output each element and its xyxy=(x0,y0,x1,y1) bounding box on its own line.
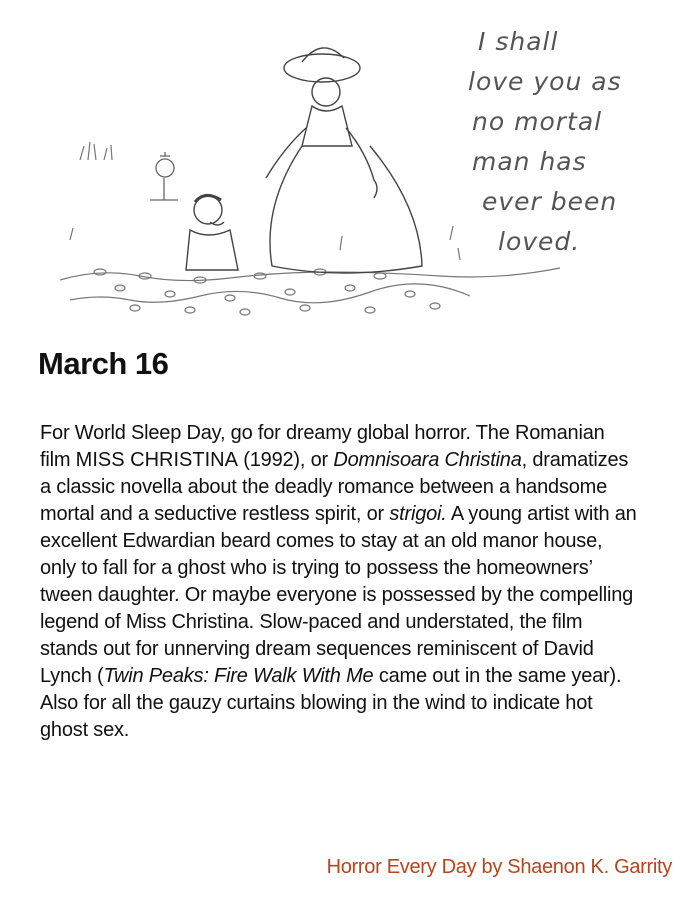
caption-line: man has xyxy=(472,147,587,176)
caption-line: no mortal xyxy=(472,107,603,136)
credit-line: Horror Every Day by Shaenon K. Garrity xyxy=(326,856,672,878)
caption-line: ever been xyxy=(482,187,618,216)
review-body xyxy=(40,420,640,744)
lantern xyxy=(150,152,178,200)
review-text: , dramatizes a classic novella about the deadly romance between a handsome mortal and a seductive restless spirit, or xyxy=(40,449,629,525)
date-heading: March 16 xyxy=(38,346,169,381)
caption-line: love you as xyxy=(468,67,622,96)
film-title: MISS CHRISTINA xyxy=(75,449,238,471)
term: strigoi. xyxy=(389,503,447,525)
review-text: For World Sleep Day, go for dreamy global horror. The Romanian film xyxy=(40,422,605,471)
ghost-figure xyxy=(266,48,422,273)
pencil-illustration xyxy=(40,10,640,340)
alt-title: Domnisoara Christina xyxy=(333,449,522,471)
reference-title: Twin Peaks: Fire Walk With Me xyxy=(103,665,374,687)
caption-line: I shall xyxy=(478,27,559,56)
review-text: (1992), or xyxy=(237,449,334,471)
handwritten-caption xyxy=(468,27,622,256)
review-text: came out in the same year). Also for all the gauzy curtains blowing in the wind to indicate hot ghost sex. xyxy=(40,665,622,741)
review-text: A young artist with an excellent Edwardian beard comes to stay at an old manor house, only to fall for a ghost who is trying to possess the homeowners’ tween daughter. Or maybe everyone is possessed by the compelling legend of Miss Christina. Slow-paced and understated, the film stands out for unnerving dream sequences reminiscent of David Lynch ( xyxy=(40,503,637,687)
artist-figure xyxy=(186,195,238,270)
caption-line: loved. xyxy=(498,227,581,256)
